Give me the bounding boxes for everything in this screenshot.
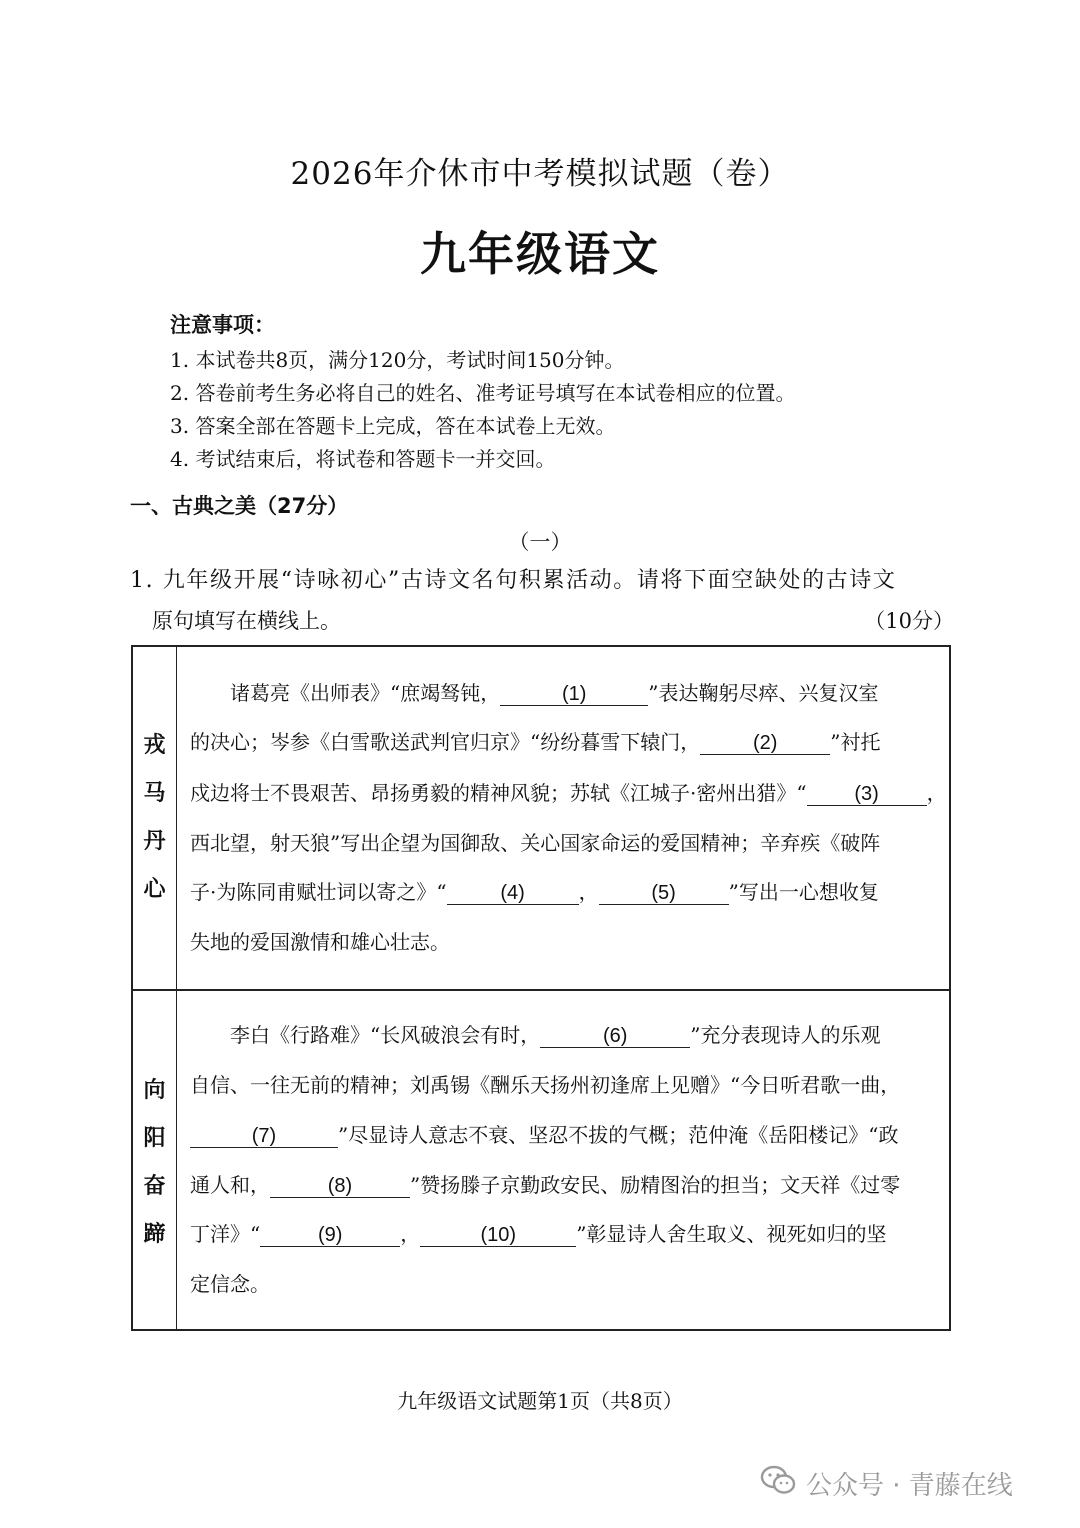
label-char: 奋 <box>143 1174 166 1199</box>
notice-item: 3. 答案全部在答题卡上完成，答在本试卷上无效。 <box>170 414 616 438</box>
blank-7[interactable]: (7) <box>190 1125 338 1148</box>
text: ， <box>926 781 947 805</box>
subsection-heading: （一） <box>508 530 572 554</box>
row2-line <box>190 1218 886 1247</box>
wechat-icon <box>760 1465 796 1502</box>
text: ”赞扬滕子京勤政安民、励精图治的担当；文天祥《过零 <box>410 1173 901 1197</box>
text: 丁洋》“ <box>190 1222 261 1246</box>
text: 子·为陈同甫赋壮词以寄之》“ <box>190 880 447 904</box>
question-text-cont: 原句填写在横线上。 <box>152 609 341 633</box>
table-row-divider <box>133 989 949 991</box>
label-char: 阳 <box>143 1126 166 1151</box>
blank-6[interactable]: (6) <box>540 1025 690 1048</box>
text: 戍边将士不畏艰苦、昂扬勇毅的精神风貌；苏轼《江城子·密州出猎》“ <box>190 781 807 805</box>
notice-heading: 注意事项： <box>170 313 275 337</box>
blank-9[interactable]: (9) <box>260 1224 400 1247</box>
label-char: 戎 <box>143 733 166 758</box>
text: ”彰显诗人舍生取义、视死如归的坚 <box>576 1222 887 1246</box>
exam-title: 2026年介休市中考模拟试题（卷） <box>290 156 790 192</box>
poetry-fill-table <box>131 645 951 1331</box>
question-points: （10分） <box>864 609 954 633</box>
row1-line <box>190 876 879 905</box>
row-label-xiangyang <box>133 1067 176 1259</box>
text: 通人和， <box>190 1173 270 1197</box>
row1-line: 失地的爱国激情和雄心壮志。 <box>190 930 450 954</box>
label-char: 丹 <box>143 829 166 854</box>
label-char: 马 <box>143 781 166 806</box>
row2-line <box>190 1169 900 1198</box>
notice-item: 4. 考试结束后，将试卷和答题卡一并交回。 <box>170 447 556 471</box>
text: ”表达鞠躬尽瘁、兴复汉室 <box>648 681 879 705</box>
page-footer: 九年级语文试题第1页（共8页） <box>397 1389 683 1413</box>
row2-line <box>230 1019 880 1048</box>
blank-1[interactable]: (1) <box>500 683 648 706</box>
text: ”充分表现诗人的乐观 <box>690 1023 881 1047</box>
section-heading: 一、古典之美（27分） <box>130 494 349 518</box>
blank-2[interactable]: (2) <box>700 732 830 755</box>
blank-3[interactable]: (3) <box>807 783 927 806</box>
table-column-divider <box>176 647 177 1329</box>
row1-line <box>230 677 878 706</box>
row1-line <box>190 777 947 806</box>
watermark <box>760 1465 1013 1502</box>
row2-line: 定信念。 <box>190 1272 270 1296</box>
label-char: 向 <box>143 1078 166 1103</box>
text: 的决心；岑参《白雪歌送武判官归京》“纷纷暮雪下辕门， <box>190 730 701 754</box>
text: ， <box>578 880 599 904</box>
notice-item: 1. 本试卷共8页，满分120分，考试时间150分钟。 <box>170 348 625 372</box>
text: ”衬托 <box>830 730 881 754</box>
blank-10[interactable]: (10) <box>420 1224 576 1247</box>
row1-line: 西北望，射天狼”写出企望为国御敌、关心国家命运的爱国精神；辛弃疾《破阵 <box>190 831 881 855</box>
label-char: 心 <box>143 877 166 902</box>
watermark-text: 公众号 · 青藤在线 <box>806 1471 1013 1501</box>
blank-8[interactable]: (8) <box>270 1175 410 1198</box>
row1-line <box>190 726 880 755</box>
blank-4[interactable]: (4) <box>447 882 579 905</box>
text: 诸葛亮《出师表》“庶竭驽钝， <box>230 681 501 705</box>
label-char: 蹄 <box>143 1222 166 1247</box>
row-label-rongma <box>133 722 176 914</box>
text: ”写出一心想收复 <box>728 880 879 904</box>
notice-item: 2. 答卷前考生务必将自己的姓名、准考证号填写在本试卷相应的位置。 <box>170 381 796 405</box>
text: ”尽显诗人意志不衰、坚忍不拔的气概；范仲淹《岳阳楼记》“政 <box>338 1123 899 1147</box>
subject-title: 九年级语文 <box>420 227 660 281</box>
text: 李白《行路难》“长风破浪会有时， <box>230 1023 541 1047</box>
text: ， <box>400 1222 421 1246</box>
row2-line <box>190 1119 898 1148</box>
question-text: 1. 九年级开展“诗咏初心”古诗文名句积累活动。请将下面空缺处的古诗文 <box>130 568 897 593</box>
row2-line: 自信、一往无前的精神；刘禹锡《酬乐天扬州初逢席上见赠》“今日听君歌一曲， <box>190 1073 901 1097</box>
blank-5[interactable]: (5) <box>599 882 729 905</box>
